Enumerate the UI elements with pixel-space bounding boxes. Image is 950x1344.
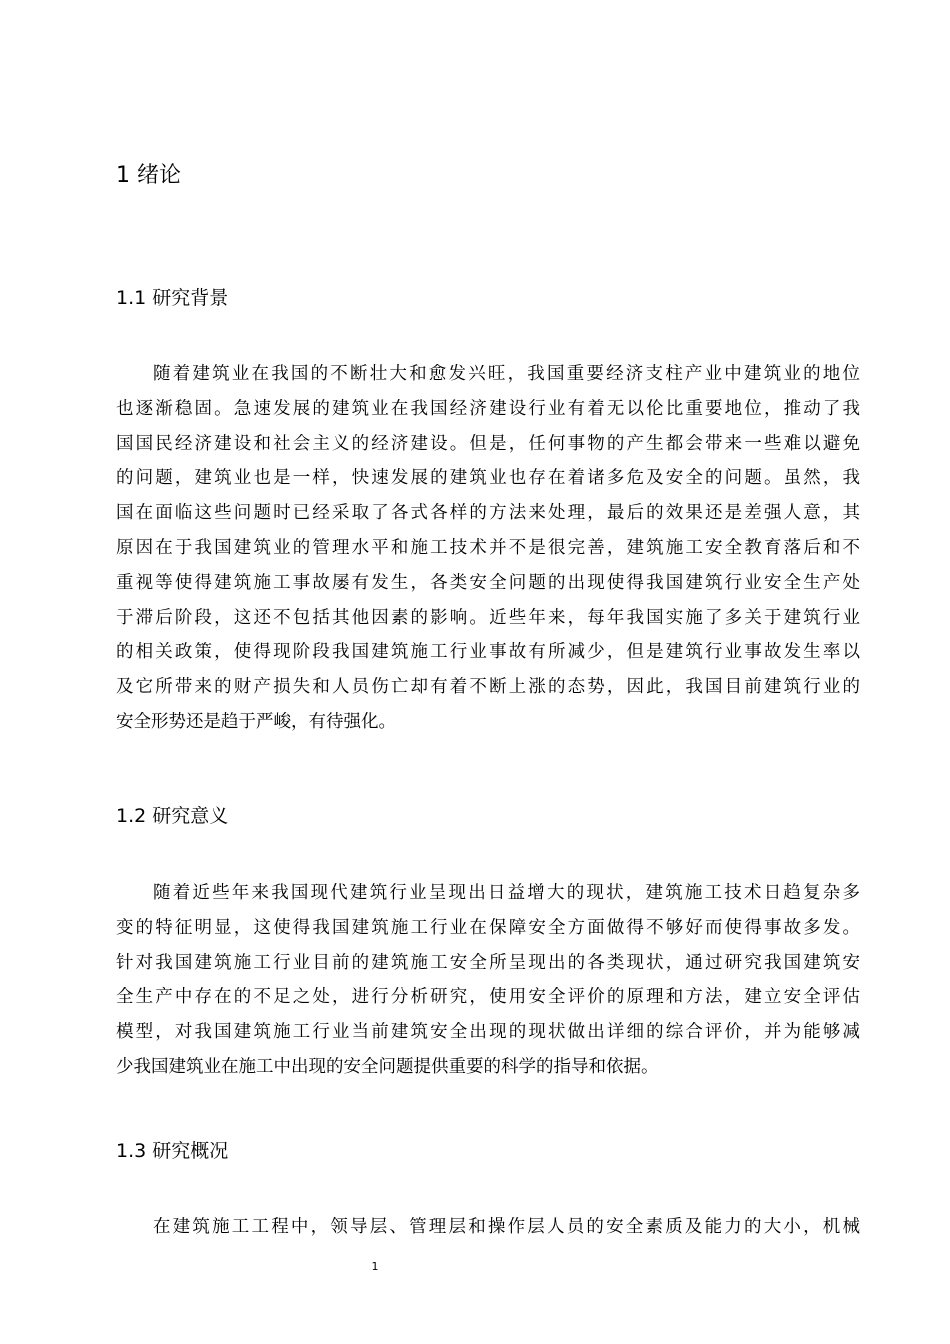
paragraph-line: 国在面临这些问题时已经采取了各式各样的方法来处理，最后的效果还是差强人意，其 bbox=[116, 503, 860, 524]
paragraph-line: 国国民经济建设和社会主义的经济建设。但是，任何事物的产生都会带来一些难以避免 bbox=[116, 433, 860, 454]
paragraph-line: 安全形势还是趋于严峻，有待强化。 bbox=[116, 711, 396, 732]
section-body-significance bbox=[116, 876, 860, 1085]
paragraph-line: 模型，对我国建筑施工行业当前建筑安全出现的现状做出详细的综合评价，并为能够减 bbox=[116, 1022, 860, 1043]
paragraph-line: 重视等使得建筑施工事故屡有发生，各类安全问题的出现使得我国建筑行业安全生产处 bbox=[116, 572, 860, 593]
paragraph-line: 于滞后阶段，这还不包括其他因素的影响。近些年来，每年我国实施了多关于建筑行业 bbox=[116, 607, 860, 628]
paragraph-line: 原因在于我国建筑业的管理水平和施工技术并不是很完善，建筑施工安全教育落后和不 bbox=[116, 537, 860, 558]
paragraph-line: 及它所带来的财产损失和人员伤亡却有着不断上涨的态势，因此，我国目前建筑行业的 bbox=[116, 677, 860, 698]
section-heading-background: 1.1 研究背景 bbox=[116, 287, 229, 309]
chapter-title: 1 绪论 bbox=[116, 163, 181, 188]
paragraph-line: 的相关政策，使得现阶段我国建筑施工行业事故有所减少，但是建筑行业事故发生率以 bbox=[116, 642, 860, 663]
page-number: 1 bbox=[371, 1260, 379, 1273]
paragraph-line: 全生产中存在的不足之处，进行分析研究，使用安全评价的原理和方法，建立安全评估 bbox=[116, 987, 860, 1008]
paragraph-line: 随着建筑业在我国的不断壮大和愈发兴旺，我国重要经济支柱产业中建筑业的地位 bbox=[153, 364, 860, 384]
paragraph-line: 的问题，建筑业也是一样，快速发展的建筑业也存在着诸多危及安全的问题。虽然，我 bbox=[116, 468, 860, 489]
paragraph-line: 针对我国建筑施工行业目前的建筑施工安全所呈现出的各类现状，通过研究我国建筑安 bbox=[116, 952, 860, 973]
section-heading-overview: 1.3 研究概况 bbox=[116, 1140, 229, 1162]
section-body-overview bbox=[116, 1210, 860, 1245]
section-body-background bbox=[116, 357, 860, 740]
paragraph-line: 少我国建筑业在施工中出现的安全问题提供重要的科学的指导和依据。 bbox=[116, 1056, 659, 1077]
paragraph-line: 随着近些年来我国现代建筑行业呈现出日益增大的现状，建筑施工技术日趋复杂多 bbox=[153, 883, 860, 903]
paragraph-line: 在建筑施工工程中，领导层、管理层和操作层人员的安全素质及能力的大小，机械 bbox=[153, 1217, 860, 1237]
section-heading-significance: 1.2 研究意义 bbox=[116, 805, 229, 827]
paragraph-line: 变的特征明显，这使得我国建筑施工行业在保障安全方面做得不够好而使得事故多发。 bbox=[116, 917, 860, 938]
paragraph-line: 也逐渐稳固。急速发展的建筑业在我国经济建设行业有着无以伦比重要地位，推动了我 bbox=[116, 398, 860, 419]
